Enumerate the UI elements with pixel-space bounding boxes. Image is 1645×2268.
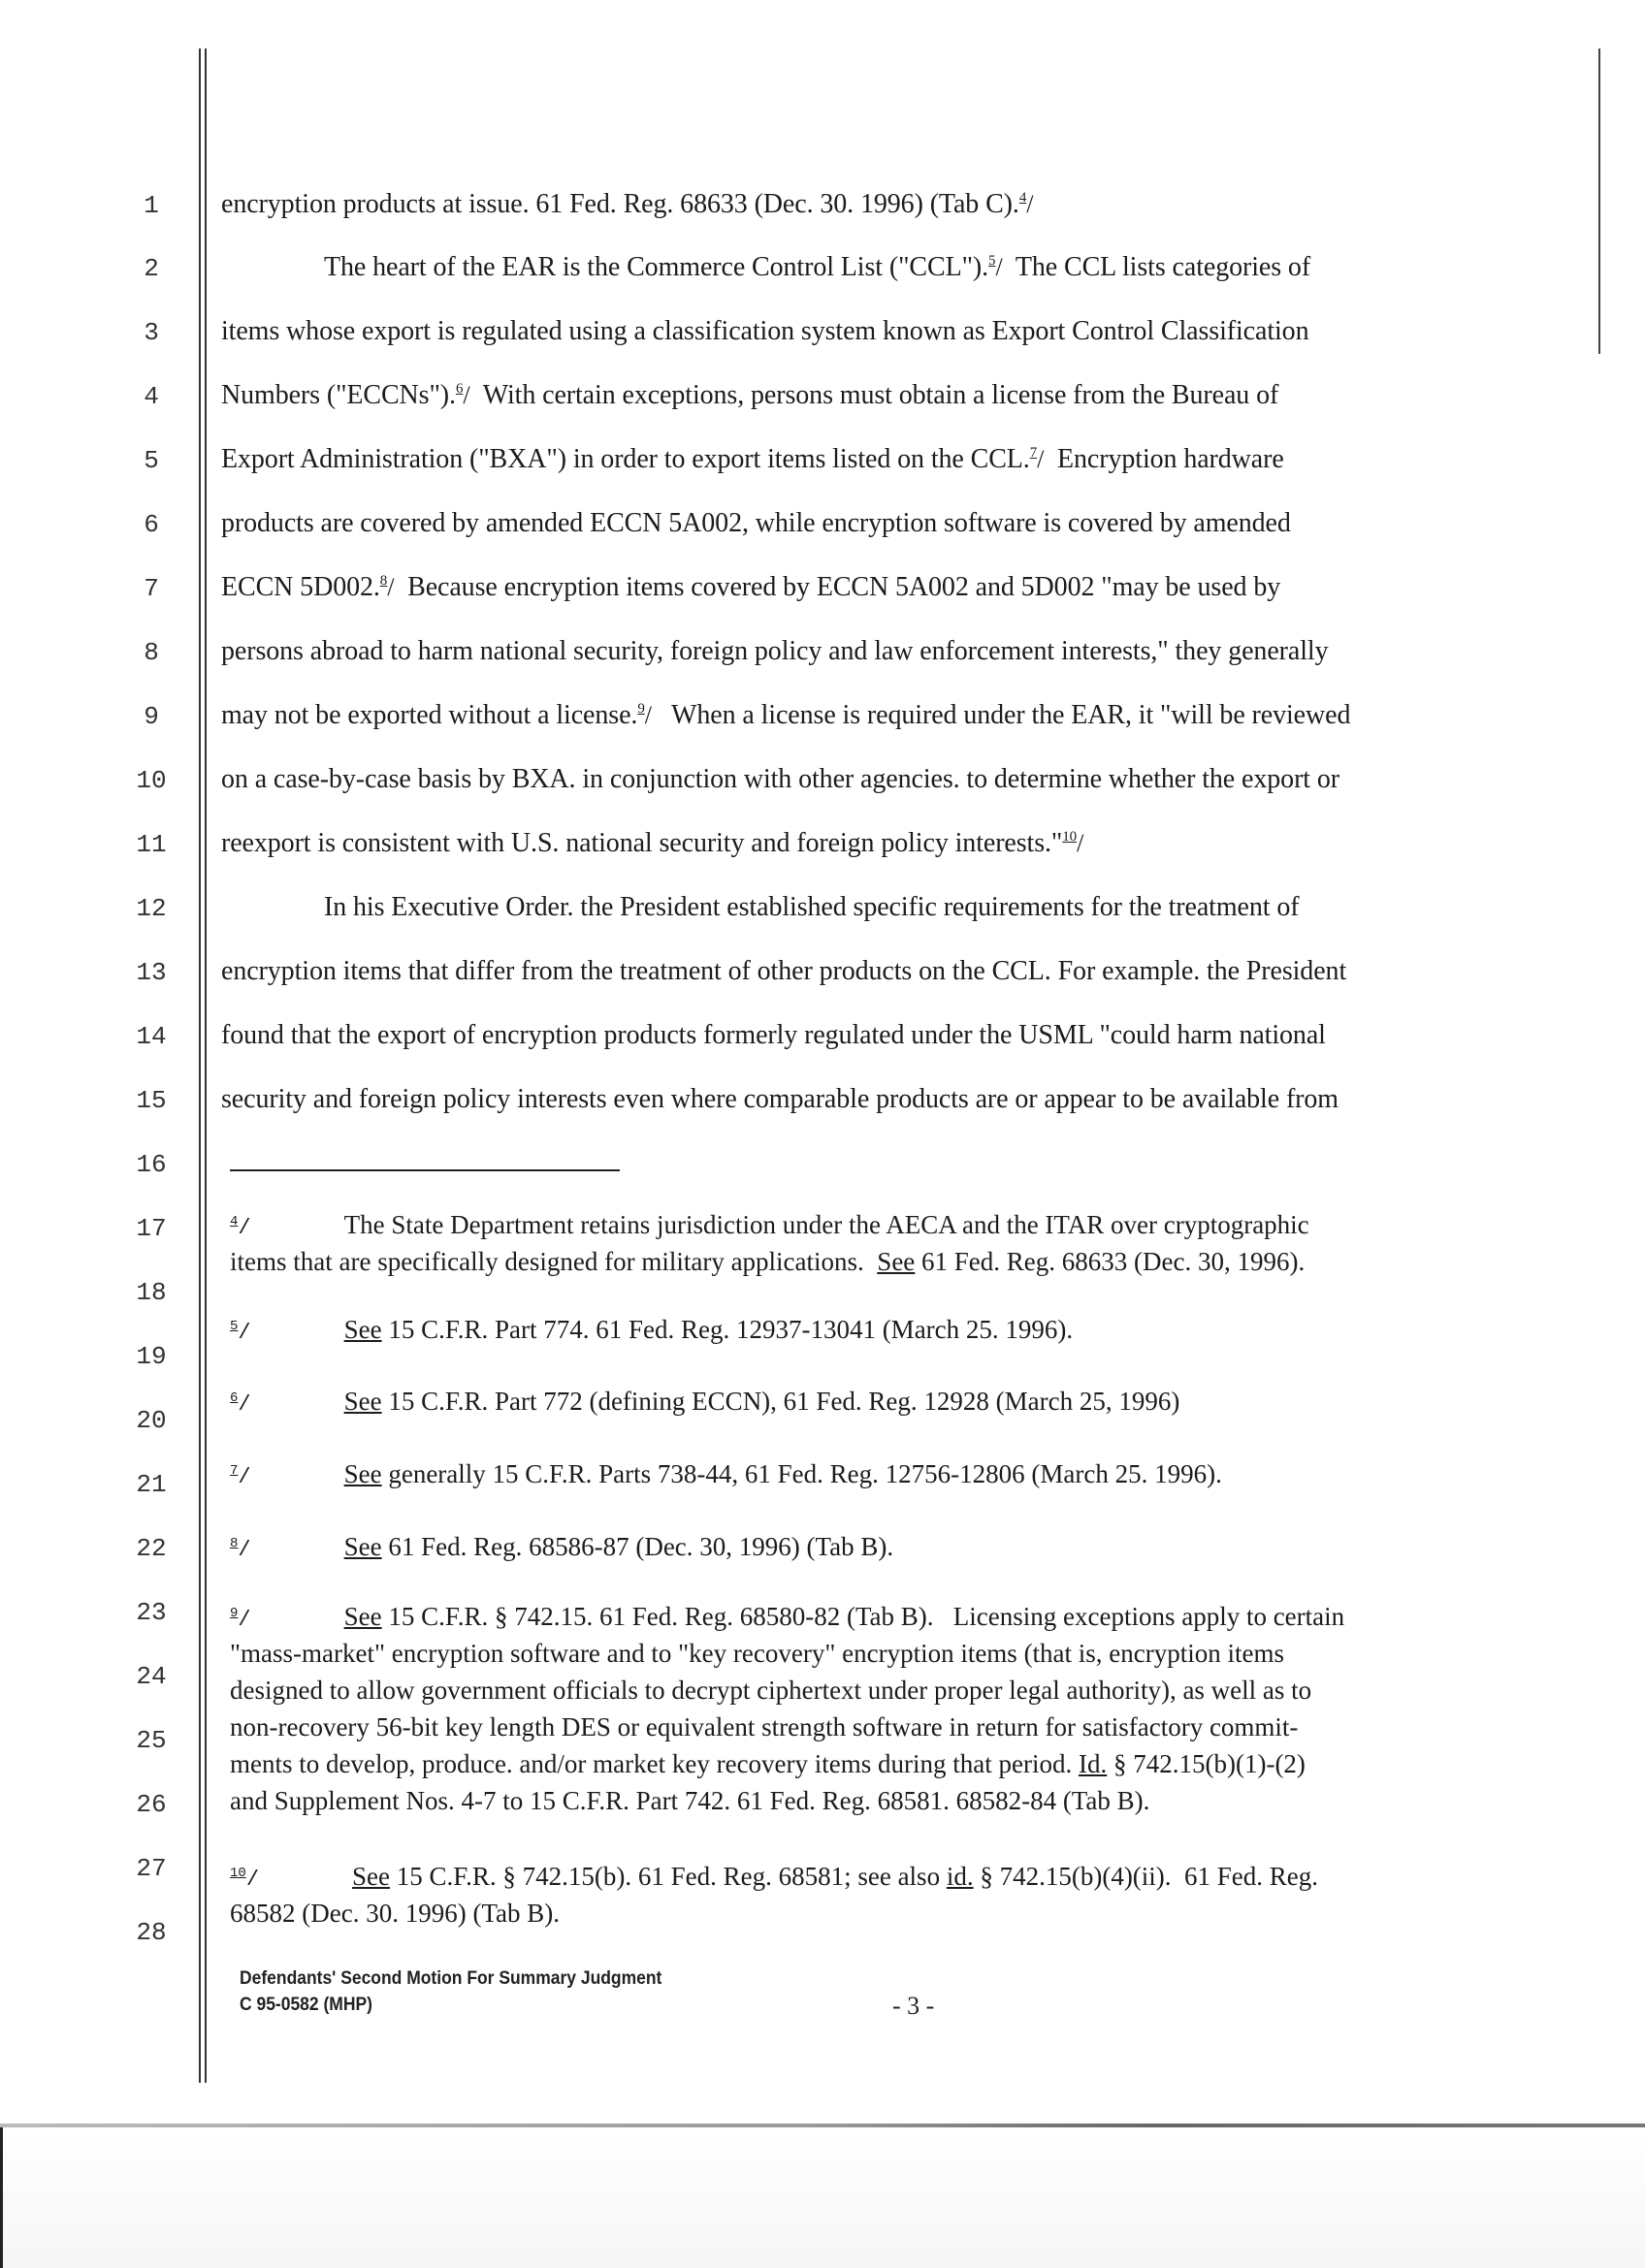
line-number: [0, 638, 192, 667]
body-text-segment: encryption products at issue. 61 Fed. Reg. 68633 (Dec. 30. 1996) (Tab C).: [221, 189, 1019, 219]
page-number: - 3 -: [892, 1992, 935, 2020]
body-text-segment: Export Administration ("BXA") in order to export items listed on the CCL.: [221, 444, 1030, 474]
line-number-text: 2: [144, 254, 159, 283]
footnote-mark-slash: /: [238, 1608, 251, 1632]
body-line: [324, 252, 1310, 283]
body-line: [221, 508, 1291, 539]
line-number: [0, 1790, 192, 1819]
footnote-text: ments to develop, produce. and/or market key recovery items during that period.: [230, 1749, 1079, 1778]
line-number-text: 1: [144, 191, 159, 220]
body-text-segment: persons abroad to harm national security, foreign policy and law enforcement interests," they generally: [221, 636, 1329, 666]
line-number: [0, 574, 192, 603]
body-line: [221, 764, 1339, 795]
footnote-9-line-2: [230, 1639, 1284, 1669]
footnote-ref-slash: /: [1037, 445, 1045, 473]
line-number: [0, 446, 192, 475]
footnote-mark: 6: [230, 1390, 239, 1406]
footnote-8: [230, 1532, 893, 1562]
body-text-segment: items whose export is regulated using a classification system known as Export Control Classification: [221, 316, 1309, 346]
footnote-ref[interactable]: 6: [455, 381, 464, 397]
body-text-segment: With certain exceptions, persons must obtain a license from the Bureau of: [469, 380, 1279, 410]
line-number: [0, 1470, 192, 1499]
body-text-segment: on a case-by-case basis by BXA. in conjunction with other agencies. to determine whether the export or: [221, 764, 1339, 794]
footnote-10-line-2: [230, 1899, 560, 1929]
line-number: [0, 1022, 192, 1051]
footnote-mark: 8: [230, 1536, 239, 1551]
line-number: [0, 318, 192, 347]
line-number-text: 22: [136, 1534, 167, 1563]
line-number: [0, 1854, 192, 1883]
footnote-text: items that are specifically designed for military applications.: [230, 1247, 878, 1276]
body-text-segment: products are covered by amended ECCN 5A002, while encryption software is covered by amended: [221, 508, 1291, 538]
citation-signal: See: [343, 1532, 382, 1561]
footnote-text: 15 C.F.R. § 742.15. 61 Fed. Reg. 68580-82 (Tab B). Licensing exceptions apply to certain: [381, 1602, 1345, 1631]
body-text-segment: found that the export of encryption products formerly regulated under the USML "could harm national: [221, 1020, 1326, 1050]
left-margin-rule: [199, 48, 201, 2083]
footnote-ref-slash: /: [1026, 190, 1034, 218]
scanner-background: [0, 2127, 1645, 2268]
footnote-9: [230, 1602, 1344, 1632]
body-text-segment: Encryption hardware: [1044, 444, 1284, 474]
footnote-mark: 5: [230, 1319, 239, 1334]
right-margin-rule: [1598, 48, 1600, 354]
body-line: [221, 572, 1280, 603]
footnote-text: and Supplement Nos. 4-7 to 15 C.F.R. Part 742. 61 Fed. Reg. 68581. 68582-84 (Tab B).: [230, 1786, 1150, 1815]
scanner-edge-left: [0, 2127, 3, 2268]
line-number: [0, 1662, 192, 1691]
citation-signal: See: [343, 1602, 382, 1631]
footnote-9-line-3: [230, 1676, 1311, 1706]
footnote-9-line-6: [230, 1786, 1149, 1816]
line-number-text: 27: [136, 1854, 167, 1883]
footnote-text: 68582 (Dec. 30. 1996) (Tab B).: [230, 1899, 561, 1928]
footnote-mark-slash: /: [238, 1538, 251, 1562]
line-number-text: 10: [136, 766, 167, 795]
citation-signal: Id.: [1078, 1749, 1108, 1778]
body-text-segment: may not be exported without a license.: [221, 700, 638, 730]
citation-signal: See: [352, 1862, 390, 1891]
line-number-text: 16: [136, 1150, 167, 1179]
footnote-text: "mass-market" encryption software and to "key recovery" encryption items (that is, encryption items: [230, 1639, 1285, 1668]
citation-signal: See: [877, 1247, 916, 1276]
footer-document-title: Defendants' Second Motion For Summary Judgment: [240, 1968, 662, 1989]
body-line: [221, 444, 1284, 475]
footnote-ref[interactable]: 4: [1018, 190, 1027, 206]
line-number: [0, 191, 192, 220]
line-number-text: 20: [136, 1406, 167, 1435]
body-text-segment: Because encryption items covered by ECCN 5A002 and 5D002 "may be used by: [394, 572, 1281, 602]
footer-case-number: C 95-0582 (MHP): [240, 1995, 372, 2015]
line-number-text: 26: [136, 1790, 167, 1819]
line-number-text: 13: [136, 958, 167, 987]
footnote-text: § 742.15(b)(4)(ii). 61 Fed. Reg.: [973, 1862, 1319, 1891]
body-line: [221, 1084, 1339, 1115]
footnote-text: generally 15 C.F.R. Parts 738-44, 61 Fed. Reg. 12756-12806 (March 25. 1996).: [381, 1459, 1222, 1488]
body-line: [221, 1020, 1326, 1051]
body-line: [221, 956, 1346, 987]
footnote-4: [230, 1210, 1309, 1240]
footnote-ref-slash: /: [387, 573, 395, 601]
footnote-7: [230, 1459, 1222, 1489]
line-number-text: 18: [136, 1278, 167, 1307]
footnote-ref-slash: /: [1077, 829, 1084, 857]
footnote-text: 61 Fed. Reg. 68586-87 (Dec. 30, 1996) (Tab B).: [381, 1532, 894, 1561]
line-number: [0, 1406, 192, 1435]
line-number-text: 11: [136, 830, 167, 859]
footnote-mark: 9: [230, 1606, 239, 1621]
body-text-segment: Numbers ("ECCNs").: [221, 380, 456, 410]
line-number: [0, 382, 192, 411]
line-number: [0, 1086, 192, 1115]
line-number-text: 14: [136, 1022, 167, 1051]
line-number-text: 7: [144, 574, 159, 603]
body-text-segment: reexport is consistent with U.S. national security and foreign policy interests.": [221, 828, 1063, 858]
footnote-9-line-4: [230, 1712, 1298, 1742]
footnote-ref[interactable]: 9: [637, 701, 645, 717]
footnote-mark-slash: /: [238, 1465, 251, 1489]
footnote-text: 15 C.F.R. § 742.15(b). 61 Fed. Reg. 68581; see also: [390, 1862, 947, 1891]
footnote-ref-slash: /: [995, 253, 1003, 281]
line-number: [0, 1918, 192, 1947]
body-line: [221, 636, 1328, 667]
body-line: [221, 189, 1033, 220]
citation-signal: See: [343, 1315, 382, 1344]
line-number: [0, 254, 192, 283]
line-number: [0, 1598, 192, 1627]
footnote-5: [230, 1315, 1073, 1345]
line-number: [0, 1150, 192, 1179]
line-number-text: 25: [136, 1726, 167, 1755]
line-number-text: 15: [136, 1086, 167, 1115]
line-number: [0, 1214, 192, 1243]
line-number-text: 8: [144, 638, 159, 667]
footnote-10: [230, 1862, 1318, 1892]
footnote-mark-slash: /: [238, 1216, 251, 1240]
footnote-9-line-5: [230, 1749, 1306, 1779]
line-number: [0, 702, 192, 731]
left-margin-rule-inner: [205, 48, 207, 2083]
line-number: [0, 1342, 192, 1371]
footnote-ref[interactable]: 7: [1029, 445, 1038, 461]
footnote-text: designed to allow government officials to decrypt ciphertext under proper legal authority), as well as to: [230, 1676, 1312, 1705]
body-line: [221, 380, 1278, 411]
line-number: [0, 766, 192, 795]
line-number: [0, 510, 192, 539]
line-number-text: 6: [144, 510, 159, 539]
footnote-4-line-2: [230, 1247, 1305, 1277]
footnote-text: The State Department retains jurisdiction under the AECA and the ITAR over cryptographic: [343, 1210, 1309, 1239]
line-number-text: 19: [136, 1342, 167, 1371]
footnote-mark-slash: /: [238, 1392, 251, 1417]
line-number-text: 24: [136, 1662, 167, 1691]
line-number-text: 23: [136, 1598, 167, 1627]
body-text-segment: The CCL lists categories of: [1002, 252, 1311, 282]
footnote-text: 15 C.F.R. Part 774. 61 Fed. Reg. 12937-13041 (March 25. 1996).: [381, 1315, 1074, 1344]
line-number-text: 5: [144, 446, 159, 475]
line-number: [0, 1534, 192, 1563]
footnote-ref-slash: /: [644, 701, 652, 729]
footnote-text: 15 C.F.R. Part 772 (defining ECCN), 61 Fed. Reg. 12928 (March 25, 1996): [381, 1387, 1180, 1416]
footnote-text: § 742.15(b)(1)-(2): [1107, 1749, 1306, 1778]
line-number-text: 3: [144, 318, 159, 347]
citation-signal: See: [343, 1387, 382, 1416]
footnote-text: non-recovery 56-bit key length DES or equivalent strength software in return for satisfactory commit-: [230, 1712, 1299, 1741]
line-number: [0, 1278, 192, 1307]
line-number-text: 28: [136, 1918, 167, 1947]
footnote-mark: 4: [230, 1214, 239, 1230]
body-line: [221, 828, 1083, 859]
footnote-mark-slash: /: [238, 1321, 251, 1345]
line-number: [0, 894, 192, 923]
citation-signal: See: [343, 1459, 382, 1488]
footnote-6: [230, 1387, 1179, 1417]
body-text-segment: The heart of the EAR is the Commerce Control List ("CCL").: [324, 252, 989, 282]
citation-signal: id.: [946, 1862, 974, 1891]
footnote-ref-slash: /: [463, 381, 470, 409]
footnote-mark: 10: [230, 1866, 246, 1881]
body-text-segment: ECCN 5D002.: [221, 572, 380, 602]
line-number: [0, 958, 192, 987]
footnote-ref[interactable]: 8: [379, 573, 388, 589]
footnote-divider: [230, 1169, 620, 1171]
body-line: [221, 316, 1308, 347]
line-number-text: 9: [144, 702, 159, 731]
footnote-ref[interactable]: 10: [1062, 829, 1078, 845]
body-line: [324, 892, 1299, 923]
line-number-text: 12: [136, 894, 167, 923]
body-text-segment: In his Executive Order. the President established specific requirements for the treatment of: [324, 892, 1300, 922]
body-line: [221, 700, 1350, 731]
line-number: [0, 1726, 192, 1755]
body-text-segment: security and foreign policy interests even where comparable products are or appear to be available from: [221, 1084, 1339, 1114]
footnote-mark: 7: [230, 1463, 239, 1479]
footnote-text: 61 Fed. Reg. 68633 (Dec. 30, 1996).: [915, 1247, 1306, 1276]
line-number-text: 21: [136, 1470, 167, 1499]
footnote-mark-slash: /: [245, 1868, 260, 1892]
line-number: [0, 830, 192, 859]
line-number-text: 17: [136, 1214, 167, 1243]
body-text-segment: encryption items that differ from the treatment of other products on the CCL. For example. the President: [221, 956, 1347, 986]
body-text-segment: When a license is required under the EAR, it "will be reviewed: [651, 700, 1351, 730]
line-number-text: 4: [144, 382, 159, 411]
footnote-ref[interactable]: 5: [988, 253, 996, 269]
